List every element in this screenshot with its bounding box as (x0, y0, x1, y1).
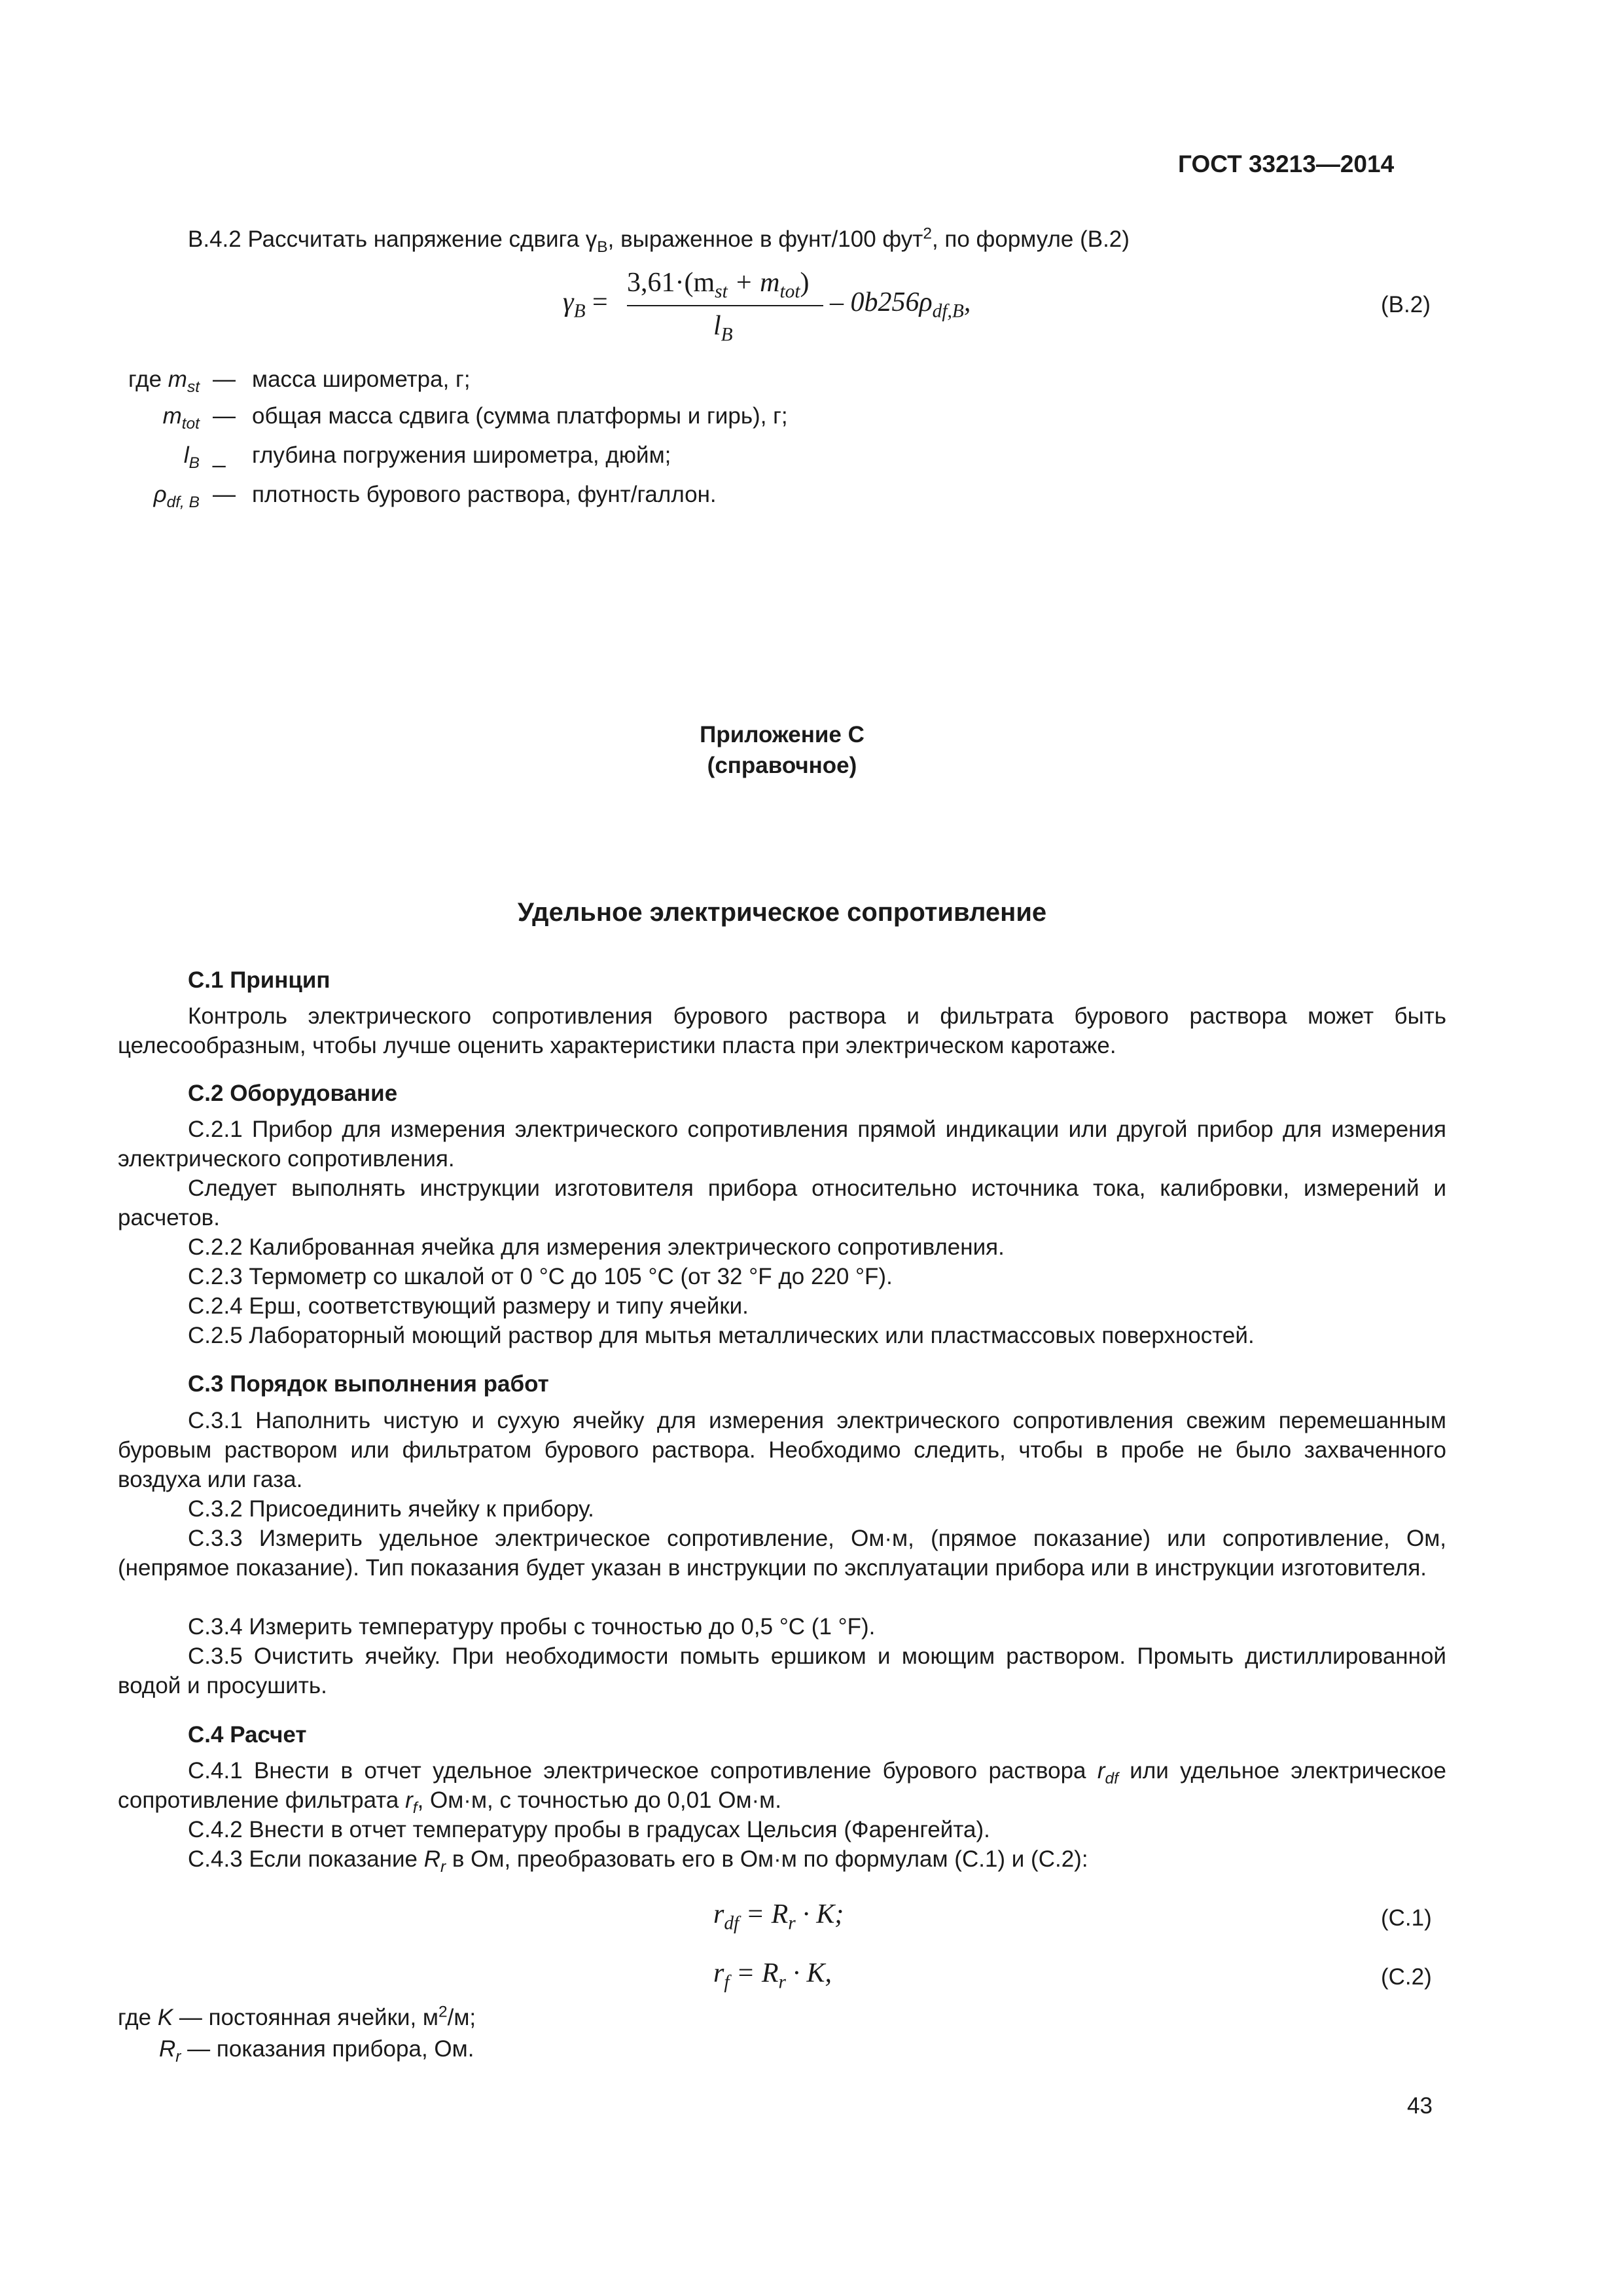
paragraph-c35: С.3.5 Очистить ячейку. При необходимости помыть ершиком и моющим раствором. Промыть дистиллированной водой и просушить. (118, 1643, 1446, 1698)
where-dash: — (213, 367, 236, 392)
where-dash: _ (213, 442, 226, 468)
formula-c1: $r_{df} = R_r \cdot K$; (713, 1899, 844, 1934)
formula-b2-lhs: $\gamma_B$ = (563, 287, 608, 322)
section-heading-c2: С.2 Оборудование (188, 1081, 398, 1106)
appendix-heading: Удельное электрическое сопротивление (517, 898, 1047, 927)
formula-b2-tail: – $0b256\rho_{df,B}$, (830, 287, 971, 322)
fraction-bar (627, 305, 823, 306)
where-text: плотность бурового раствора, фунт/галлон. (252, 482, 717, 507)
page-number: 43 (1407, 2093, 1433, 2119)
paragraph-c32: С.3.2 Присоединить ячейку к прибору. (188, 1496, 594, 1522)
where-symbol: $l_B$ (183, 442, 200, 472)
where-dash: — (213, 482, 236, 507)
where-text: общая масса сдвига (сумма платформы и гирь), г; (252, 403, 788, 429)
formula-b2-denominator: $l_B$ (713, 311, 733, 346)
equation-label-c1: (С.1) (1381, 1905, 1432, 1931)
section-heading-c1: С.1 Принцип (188, 967, 330, 993)
paragraph-c1: Контроль электрического сопротивления бурового раствора и фильтрата бурового раствора может быть целесообразным, чтобы лучше оценить характеристики пласта при электрическом каротаже. (118, 1003, 1446, 1058)
where-text: масса широметра, г; (252, 367, 471, 392)
where-symbol: где $m_{st}$ (128, 367, 200, 396)
paragraph-c25: С.2.5 Лабораторный моющий раствор для мытья металлических или пластмассовых поверхностей. (188, 1323, 1255, 1348)
document-code: ГОСТ 33213—2014 (1178, 151, 1395, 177)
paragraph-c24: С.2.4 Ерш, соответствующий размеру и типу ячейки. (188, 1293, 749, 1319)
formula-b2-numerator: $3,61\cdot(m_{st} + m_{tot})$ (627, 268, 810, 302)
where-symbol: $m_{tot}$ (162, 403, 200, 433)
where-symbol: $\rho_{df, B}$ (153, 482, 200, 511)
paragraph-c21: С.2.1 Прибор для измерения электрического сопротивления прямой индикации или другой прибор для измерения электрического сопротивления. (118, 1117, 1446, 1172)
section-heading-c3: С.3 Порядок выполнения работ (188, 1371, 549, 1397)
paragraph-c22: С.2.2 Калиброванная ячейка для измерения электрического сопротивления. (188, 1234, 1005, 1260)
equation-label-b2: (В.2) (1381, 292, 1431, 317)
appendix-kind: (справочное) (707, 753, 857, 778)
paragraph-c23: С.2.3 Термометр со шкалой от 0 °С до 105 °С (от 32 °F до 220 °F). (188, 1264, 893, 1289)
where-dash: — (213, 403, 236, 429)
paragraph-c43: С.4.3 Если показание $R_r$ в Ом, преобразовать его в Ом·м по формулам (С.1) и (С.2): (188, 1846, 1088, 1876)
paragraph-c33: С.3.3 Измерить удельное электрическое сопротивление, Ом·м, (прямое показание) или сопротивление, Ом, (непрямое показание). Тип показания будет указан в инструкции по эксплуатации прибора или в инструкции изготовителя. (118, 1526, 1446, 1581)
where-line-rr: $R_r$ — показания прибора, Ом. (159, 2036, 474, 2066)
paragraph-b42: В.4.2 Рассчитать напряжение сдвига $\gamma_В$, выраженное в фунт/100 фут$^2$, по формуле (В.2) (188, 224, 1130, 256)
section-heading-c4: С.4 Расчет (188, 1722, 307, 1748)
paragraph-c31: С.3.1 Наполнить чистую и сухую ячейку для измерения электрического сопротивления свежим перемешанным буровым раствором или фильтратом бурового раствора. Необходимо следить, чтобы в пробе не было захваченного воздуха или газа. (118, 1408, 1446, 1492)
formula-c2: $r_f = R_r \cdot K$, (713, 1958, 832, 1993)
paragraph-c42: С.4.2 Внести в отчет температуру пробы в градусах Цельсия (Фаренгейта). (188, 1817, 990, 1842)
paragraph-c34: С.3.4 Измерить температуру пробы с точностью до 0,5 °С (1 °F). (188, 1614, 876, 1640)
equation-label-c2: (С.2) (1381, 1964, 1432, 1990)
where-text: глубина погружения широметра, дюйм; (252, 442, 671, 468)
paragraph-c41: С.4.1 Внести в отчет удельное электрическое сопротивление бурового раствора $r_{df}$ или удельное электрическое сопротивление фильтрата $r_f$, Ом·м, с точностью до 0,01 Ом·м. (118, 1758, 1446, 1817)
appendix-title: Приложение С (700, 722, 865, 747)
paragraph-c21-note: Следует выполнять инструкции изготовителя прибора относительно источника тока, калибровки, измерений и расчетов. (118, 1175, 1446, 1230)
where-line-k: где K — постоянная ячейки, $м^2/м$; (118, 2003, 476, 2030)
